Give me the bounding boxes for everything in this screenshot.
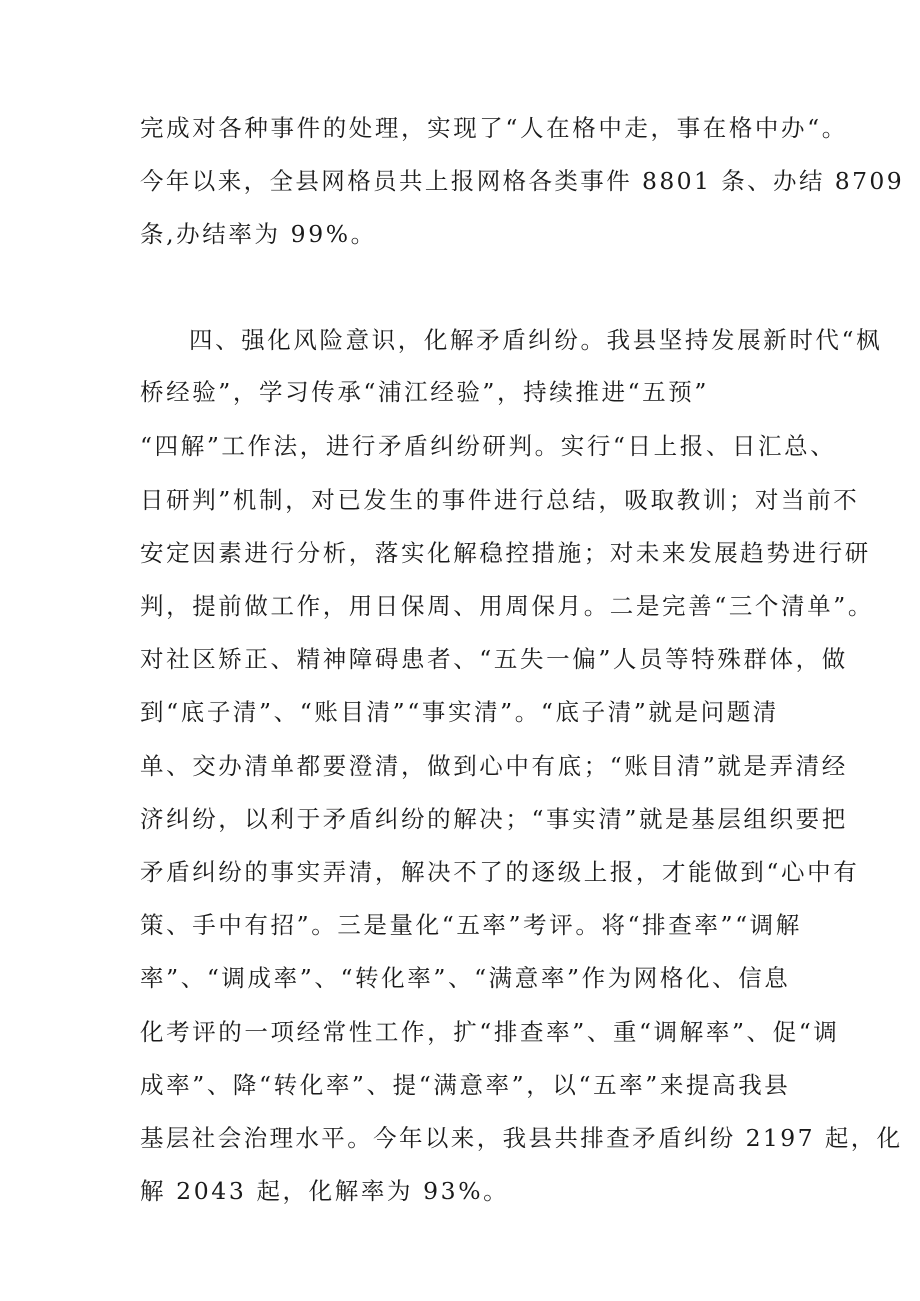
paragraph-line: 到“底子清”、“账目清”“事实清”。“底子清”就是问题清 (140, 698, 779, 726)
paragraph-line: 完成对各种事件的处理，实现了“人在格中走，事在格中办“。 (140, 114, 848, 142)
paragraph-line: 济纠纷，以利于矛盾纠纷的解决；“事实清”就是基层组织要把 (140, 805, 848, 833)
paragraph-line: 化考评的一项经常性工作，扩“排查率”、重“调解率”、促“调 (140, 1018, 840, 1046)
paragraph-line: 条,办结率为 99%。 (140, 220, 377, 248)
paragraph-line: 基层社会治理水平。今年以来，我县共排查矛盾纠纷 2197 起，化 (140, 1124, 903, 1152)
paragraph-line: 今年以来，全县网格员共上报网格各类事件 8801 条、办结 8709 (140, 167, 905, 195)
paragraph-line: 成率”、降“转化率”、提“满意率”，以“五率”来提高我县 (140, 1071, 791, 1099)
paragraph-line: 率”、“调成率”、“转化率”、“满意率”作为网格化、信息 (140, 964, 791, 992)
paragraph-line: 桥经验”，学习传承“浦江经验”，持续推进“五预” (140, 378, 709, 406)
paragraph-line: 单、交办清单都要澄清，做到心中有底；“账目清”就是弄清经 (140, 752, 848, 780)
paragraph-line: 策、手中有招”。三是量化“五率”考评。将“排查率”“调解 (140, 911, 802, 939)
paragraph-line: 对社区矫正、精神障碍患者、“五失一偏”人员等特殊群体，做 (140, 645, 848, 673)
paragraph-line: 日研判”机制，对已发生的事件进行总结，吸取教训；对当前不 (140, 486, 860, 514)
paragraph-line: 安定因素进行分析，落实化解稳控措施；对未来发展趋势进行研 (140, 539, 871, 567)
paragraph-line: 解 2043 起，化解率为 93%。 (140, 1177, 510, 1205)
paragraph-line: “四解”工作法，进行矛盾纠纷研判。实行“日上报、日汇总、 (140, 432, 837, 460)
paragraph-line: 矛盾纠纷的事实弄清，解决不了的逐级上报，才能做到“心中有 (140, 858, 860, 886)
paragraph-line: 四、强化风险意识，化解矛盾纠纷。我县坚持发展新时代“枫 (189, 326, 883, 354)
paragraph-line: 判，提前做工作，用日保周、用周保月。二是完善“三个清单”。 (140, 592, 874, 620)
